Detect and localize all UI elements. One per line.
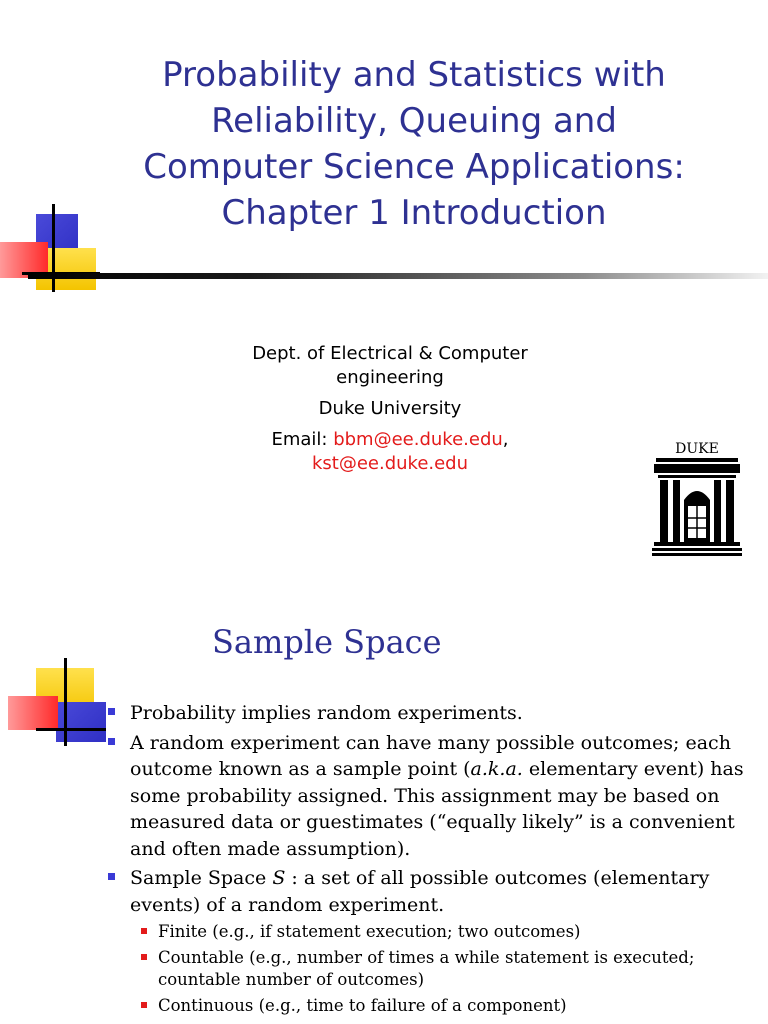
department-line: engineering bbox=[336, 367, 444, 388]
subbullet-marker bbox=[141, 928, 147, 934]
bullet-text: elementary event) has some probability assigned. This assignment may be based on measured data or guestimates (“equally likely” is a convenient and often made assumption). bbox=[130, 758, 744, 860]
department-line: Dept. of Electrical & Computer bbox=[252, 343, 528, 364]
email-separator: , bbox=[502, 429, 509, 450]
bullet-text: Probability implies random experiments. bbox=[130, 702, 523, 724]
content-slide bbox=[0, 600, 768, 1024]
title-divider bbox=[28, 273, 768, 279]
bullet-italic: S bbox=[272, 867, 286, 889]
title-line: Reliability, Queuing and bbox=[211, 101, 617, 141]
presentation-title bbox=[90, 52, 738, 236]
subbullet-item bbox=[108, 947, 758, 992]
slide-title: Sample Space bbox=[212, 623, 442, 661]
subbullet-marker bbox=[141, 1002, 147, 1008]
title-line: Chapter 1 Introduction bbox=[221, 193, 607, 233]
author-info bbox=[190, 342, 590, 476]
bullet-text: : a set of all possible outcomes (elementary events) of a random experiment. bbox=[130, 867, 710, 916]
university-name: Duke University bbox=[318, 398, 462, 419]
corner-decoration bbox=[0, 658, 100, 753]
duke-logo bbox=[652, 440, 742, 558]
email-link[interactable]: bbm@ee.duke.edu bbox=[333, 429, 503, 450]
title-line: Probability and Statistics with bbox=[162, 55, 666, 95]
subbullet-marker bbox=[141, 954, 147, 960]
bullet-italic: a.k.a. bbox=[470, 758, 523, 780]
bullet-item bbox=[108, 730, 758, 863]
corner-decoration bbox=[0, 200, 100, 295]
title-line: Computer Science Applications: bbox=[143, 147, 685, 187]
subbullet-text: Continuous (e.g., time to failure of a component) bbox=[158, 995, 567, 1015]
subbullet-item bbox=[108, 921, 758, 944]
slide-content bbox=[108, 700, 758, 1020]
email-line bbox=[190, 428, 590, 452]
bullet-item bbox=[108, 700, 758, 727]
subbullet-item bbox=[108, 995, 758, 1018]
bullet-text: Sample Space bbox=[130, 867, 273, 889]
bullet-text: A random experiment can have many possible outcomes; each outcome known as a sample point ( bbox=[130, 731, 731, 780]
bullet-marker bbox=[108, 873, 115, 880]
email-label: Email: bbox=[271, 429, 334, 450]
duke-logo-text: DUKE bbox=[675, 441, 719, 457]
bullet-item bbox=[108, 865, 758, 918]
subbullet-text: Finite (e.g., if statement execution; two outcomes) bbox=[158, 922, 581, 941]
subbullet-text: Countable (e.g., number of times a while statement is executed; countable number of outcomes) bbox=[158, 947, 695, 989]
bullet-marker bbox=[108, 708, 115, 715]
bullet-marker bbox=[108, 738, 115, 745]
email-link[interactable]: kst@ee.duke.edu bbox=[311, 453, 469, 474]
